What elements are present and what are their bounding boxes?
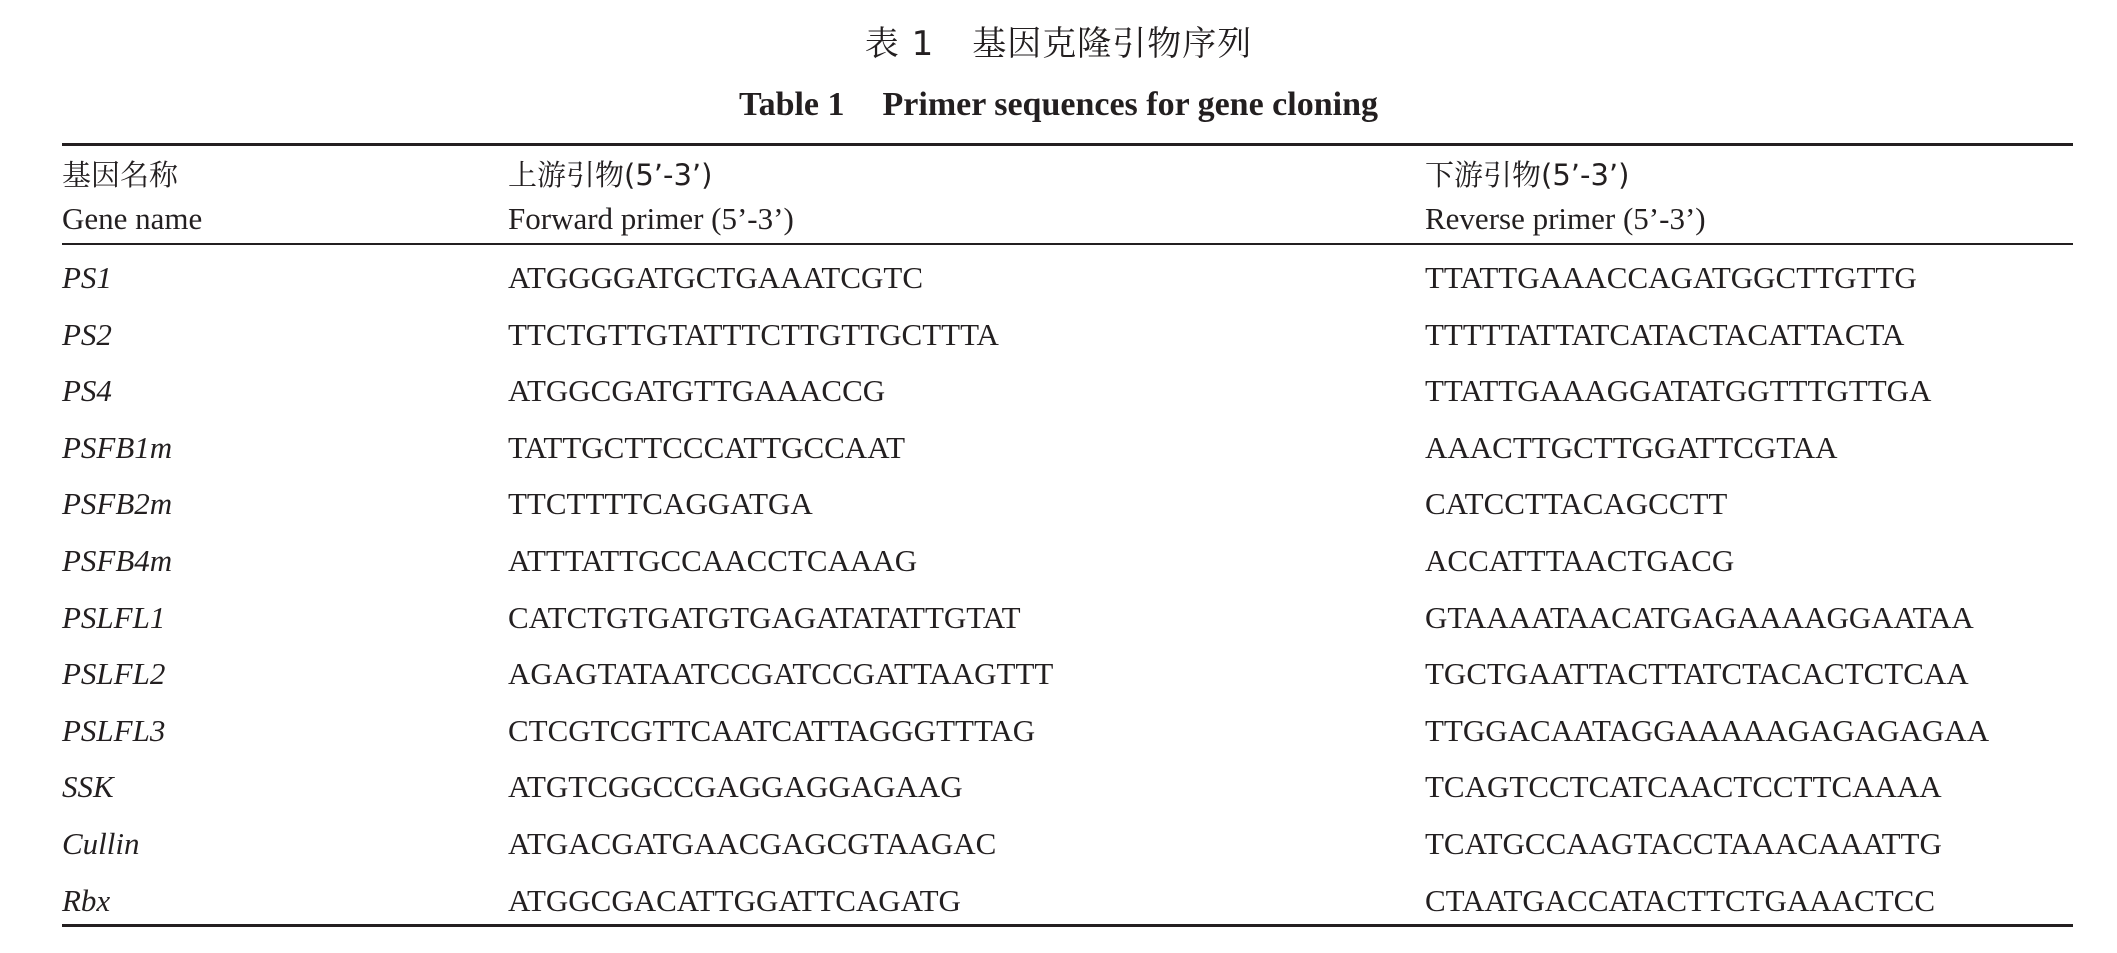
table-header-rule bbox=[62, 243, 2073, 245]
table-number-cn: 表 1 bbox=[864, 24, 935, 64]
table-row bbox=[0, 873, 2117, 930]
gene-name-cell: Cullin bbox=[62, 825, 140, 861]
table-row bbox=[0, 476, 2117, 533]
table-body bbox=[0, 250, 2117, 929]
gene-name-cell: SSK bbox=[62, 769, 114, 805]
header-reverse-primer bbox=[1425, 152, 1706, 240]
forward-primer-cell: CTCGTCGTTCAATCATTAGGGTTTAG bbox=[508, 712, 1036, 748]
reverse-primer-cell: ACCATTTAACTGACG bbox=[1425, 542, 1735, 578]
header-reverse-primer-cn: 下游引物(5’-3’) bbox=[1425, 158, 1630, 192]
reverse-primer-cell: CATCCTTACAGCCTT bbox=[1425, 486, 1728, 522]
header-reverse-primer-en: Reverse primer (5’-3’) bbox=[1425, 201, 1706, 236]
table-row bbox=[0, 533, 2117, 590]
forward-primer-cell: AGAGTATAATCCGATCCGATTAAGTTT bbox=[508, 656, 1054, 692]
gene-name-cell: PSLFL1 bbox=[62, 599, 166, 635]
table-number-en: Table 1 bbox=[739, 86, 845, 123]
gene-name-cell: PSLFL3 bbox=[62, 712, 166, 748]
reverse-primer-cell: GTAAAATAACATGAGAAAAGGAATAA bbox=[1425, 599, 1974, 635]
header-forward-primer-cn: 上游引物(5’-3’) bbox=[508, 158, 713, 192]
gene-name-cell: PSFB2m bbox=[62, 486, 173, 522]
header-gene-name-en: Gene name bbox=[62, 201, 203, 236]
table-caption-en: Primer sequences for gene cloning bbox=[882, 86, 1378, 123]
table-title-chinese bbox=[0, 18, 2117, 70]
reverse-primer-cell: TTTTTATTATCATACTACATTACTA bbox=[1425, 316, 1905, 352]
table-row bbox=[0, 759, 2117, 816]
table-row bbox=[0, 307, 2117, 364]
table-title-english bbox=[0, 80, 2117, 130]
table-row bbox=[0, 646, 2117, 703]
reverse-primer-cell: TCATGCCAAGTACCTAAACAAATTG bbox=[1425, 825, 1942, 861]
gene-name-cell: Rbx bbox=[62, 882, 111, 918]
reverse-primer-cell: TGCTGAATTACTTATCTACACTCTCAA bbox=[1425, 656, 1969, 692]
gene-name-cell: PS4 bbox=[62, 373, 112, 409]
forward-primer-cell: ATGTCGGCCGAGGAGGAGAAG bbox=[508, 769, 963, 805]
reverse-primer-cell: CTAATGACCATACTTCTGAAACTCC bbox=[1425, 882, 1936, 918]
table-bottom-rule bbox=[62, 924, 2073, 927]
table-caption-cn: 基因克隆引物序列 bbox=[972, 24, 1253, 64]
gene-name-cell: PS1 bbox=[62, 260, 112, 295]
table-row bbox=[0, 250, 2117, 307]
table-row bbox=[0, 703, 2117, 760]
forward-primer-cell: TATTGCTTCCCATTGCCAAT bbox=[508, 429, 906, 465]
table-top-rule bbox=[62, 143, 2073, 146]
forward-primer-cell: ATGACGATGAACGAGCGTAAGAC bbox=[508, 825, 997, 861]
gene-name-cell: PSLFL2 bbox=[62, 656, 166, 692]
forward-primer-cell: ATGGGGATGCTGAAATCGTC bbox=[508, 260, 924, 295]
table-row bbox=[0, 363, 2117, 420]
header-gene-name bbox=[62, 152, 202, 240]
forward-primer-cell: TTCTTTTCAGGATGA bbox=[508, 486, 813, 522]
reverse-primer-cell: TTGGACAATAGGAAAAAGAGAGAGAA bbox=[1425, 712, 1990, 748]
gene-name-cell: PSFB1m bbox=[62, 429, 173, 465]
header-forward-primer-en: Forward primer (5’-3’) bbox=[508, 201, 794, 236]
forward-primer-cell: ATGGCGATGTTGAAACCG bbox=[508, 373, 886, 409]
gene-name-cell: PS2 bbox=[62, 316, 112, 352]
table-row bbox=[0, 816, 2117, 873]
gene-name-cell: PSFB4m bbox=[62, 542, 173, 578]
forward-primer-cell: CATCTGTGATGTGAGATATATTGTAT bbox=[508, 599, 1021, 635]
table-row bbox=[0, 420, 2117, 477]
header-forward-primer bbox=[508, 152, 794, 240]
forward-primer-cell: TTCTGTTGTATTTCTTGTTGCTTTA bbox=[508, 316, 999, 352]
reverse-primer-cell: TTATTGAAAGGATATGGTTTGTTGA bbox=[1425, 373, 1932, 409]
reverse-primer-cell: TTATTGAAACCAGATGGCTTGTTG bbox=[1425, 260, 1917, 295]
forward-primer-cell: ATTTATTGCCAACCTCAAAG bbox=[508, 542, 918, 578]
forward-primer-cell: ATGGCGACATTGGATTCAGATG bbox=[508, 882, 961, 918]
table-row bbox=[0, 590, 2117, 647]
header-gene-name-cn: 基因名称 bbox=[62, 158, 179, 192]
reverse-primer-cell: AAACTTGCTTGGATTCGTAA bbox=[1425, 429, 1838, 465]
reverse-primer-cell: TCAGTCCTCATCAACTCCTTCAAAA bbox=[1425, 769, 1942, 805]
